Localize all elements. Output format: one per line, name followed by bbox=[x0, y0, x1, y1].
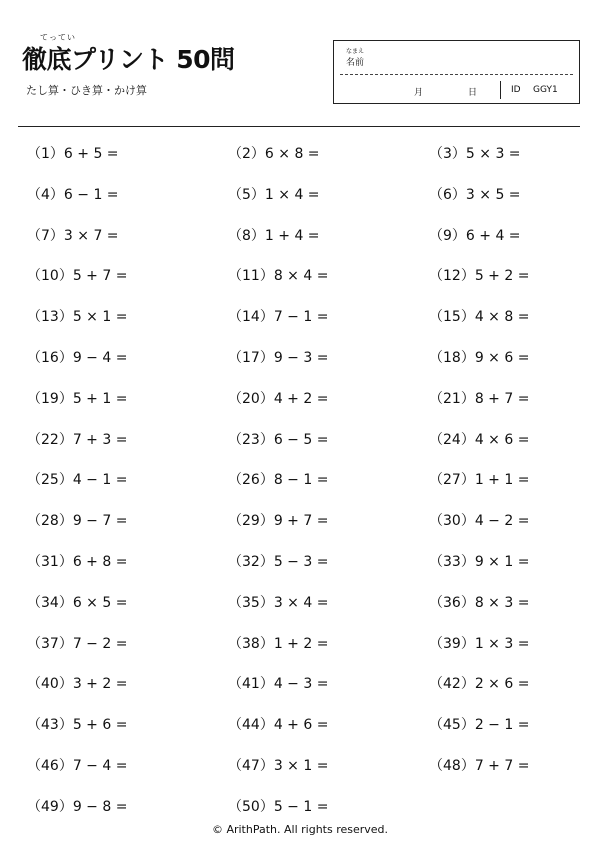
problem-item: （25）4 − 1 = bbox=[27, 472, 128, 489]
problem-item: （30）4 − 2 = bbox=[429, 513, 530, 530]
problem-item: （20）4 + 2 = bbox=[228, 390, 329, 407]
problem-item: （22）7 + 3 = bbox=[27, 431, 128, 448]
id-separator bbox=[500, 81, 501, 99]
problem-item: （5）1 × 4 = bbox=[228, 186, 320, 203]
copyright-footer: © ArithPath. All rights reserved. bbox=[211, 823, 389, 836]
problem-item: （44）4 + 6 = bbox=[228, 717, 329, 734]
problem-item: （35）3 × 4 = bbox=[228, 594, 329, 611]
problem-item: （27）1 + 1 = bbox=[429, 472, 530, 489]
id-value: GGY1 bbox=[533, 85, 558, 95]
problem-item: （17）9 − 3 = bbox=[228, 350, 329, 366]
problem-item: （46）7 − 4 = bbox=[27, 758, 128, 774]
problem-item: （39）1 × 3 = bbox=[429, 635, 530, 652]
problem-item: （49）9 − 8 = bbox=[27, 798, 128, 815]
problem-item: （15）4 × 8 = bbox=[429, 309, 530, 326]
page-subtitle: たし算・ひき算・かけ算 bbox=[26, 84, 147, 97]
problem-item: （47）3 × 1 = bbox=[228, 758, 329, 774]
problem-item: （26）8 − 1 = bbox=[228, 472, 329, 489]
problem-item: （8）1 + 4 = bbox=[228, 227, 320, 244]
name-ruby: なまえ bbox=[346, 48, 365, 55]
problem-item: （7）3 × 7 = bbox=[27, 227, 119, 244]
problem-item: （2）6 × 8 = bbox=[228, 146, 320, 162]
problem-item: （34）6 × 5 = bbox=[27, 594, 128, 611]
id-label: ID bbox=[511, 85, 521, 95]
month-label: 月 bbox=[414, 88, 424, 98]
problem-item: （14）7 − 1 = bbox=[228, 309, 329, 326]
problem-item: （3）5 × 3 = bbox=[429, 146, 521, 162]
name-box bbox=[333, 40, 580, 104]
problem-item: （9）6 + 4 = bbox=[429, 227, 521, 244]
problem-item: （28）9 − 7 = bbox=[27, 513, 128, 530]
problem-item: （33）9 × 1 = bbox=[429, 554, 530, 570]
problem-item: （37）7 − 2 = bbox=[27, 635, 128, 652]
problem-item: （31）6 + 8 = bbox=[27, 554, 128, 570]
problem-item: （10）5 + 7 = bbox=[27, 268, 128, 285]
problem-item: （4）6 − 1 = bbox=[27, 186, 119, 203]
problem-item: （11）8 × 4 = bbox=[228, 268, 329, 285]
problem-item: （45）2 − 1 = bbox=[429, 717, 530, 734]
problem-item: （6）3 × 5 = bbox=[429, 186, 521, 203]
problem-item: （38）1 + 2 = bbox=[228, 635, 329, 652]
problem-item: （13）5 × 1 = bbox=[27, 309, 128, 326]
problem-item: （1）6 + 5 = bbox=[27, 146, 119, 162]
problem-item: （48）7 + 7 = bbox=[429, 758, 530, 774]
problem-item: （19）5 + 1 = bbox=[27, 390, 128, 407]
title-ruby: てってい bbox=[40, 33, 76, 42]
problem-item: （41）4 − 3 = bbox=[228, 676, 329, 693]
problem-item: （36）8 × 3 = bbox=[429, 594, 530, 611]
problem-item: （24）4 × 6 = bbox=[429, 431, 530, 448]
problem-item: （16）9 − 4 = bbox=[27, 350, 128, 366]
name-label: 名前 bbox=[346, 58, 365, 68]
name-dotted-line bbox=[340, 74, 573, 75]
problem-item: （43）5 + 6 = bbox=[27, 717, 128, 734]
day-label: 日 bbox=[468, 88, 478, 98]
header-divider bbox=[18, 126, 580, 127]
problem-item: （50）5 − 1 = bbox=[228, 798, 329, 815]
problem-item: （32）5 − 3 = bbox=[228, 554, 329, 570]
problem-item: （12）5 + 2 = bbox=[429, 268, 530, 285]
problem-item: （18）9 × 6 = bbox=[429, 350, 530, 366]
page-title: 徹底プリント 50問 bbox=[22, 45, 235, 74]
problem-item: （40）3 + 2 = bbox=[27, 676, 128, 693]
problem-item: （42）2 × 6 = bbox=[429, 676, 530, 693]
problem-item: （29）9 + 7 = bbox=[228, 513, 329, 530]
problem-item: （23）6 − 5 = bbox=[228, 431, 329, 448]
problem-item: （21）8 + 7 = bbox=[429, 390, 530, 407]
